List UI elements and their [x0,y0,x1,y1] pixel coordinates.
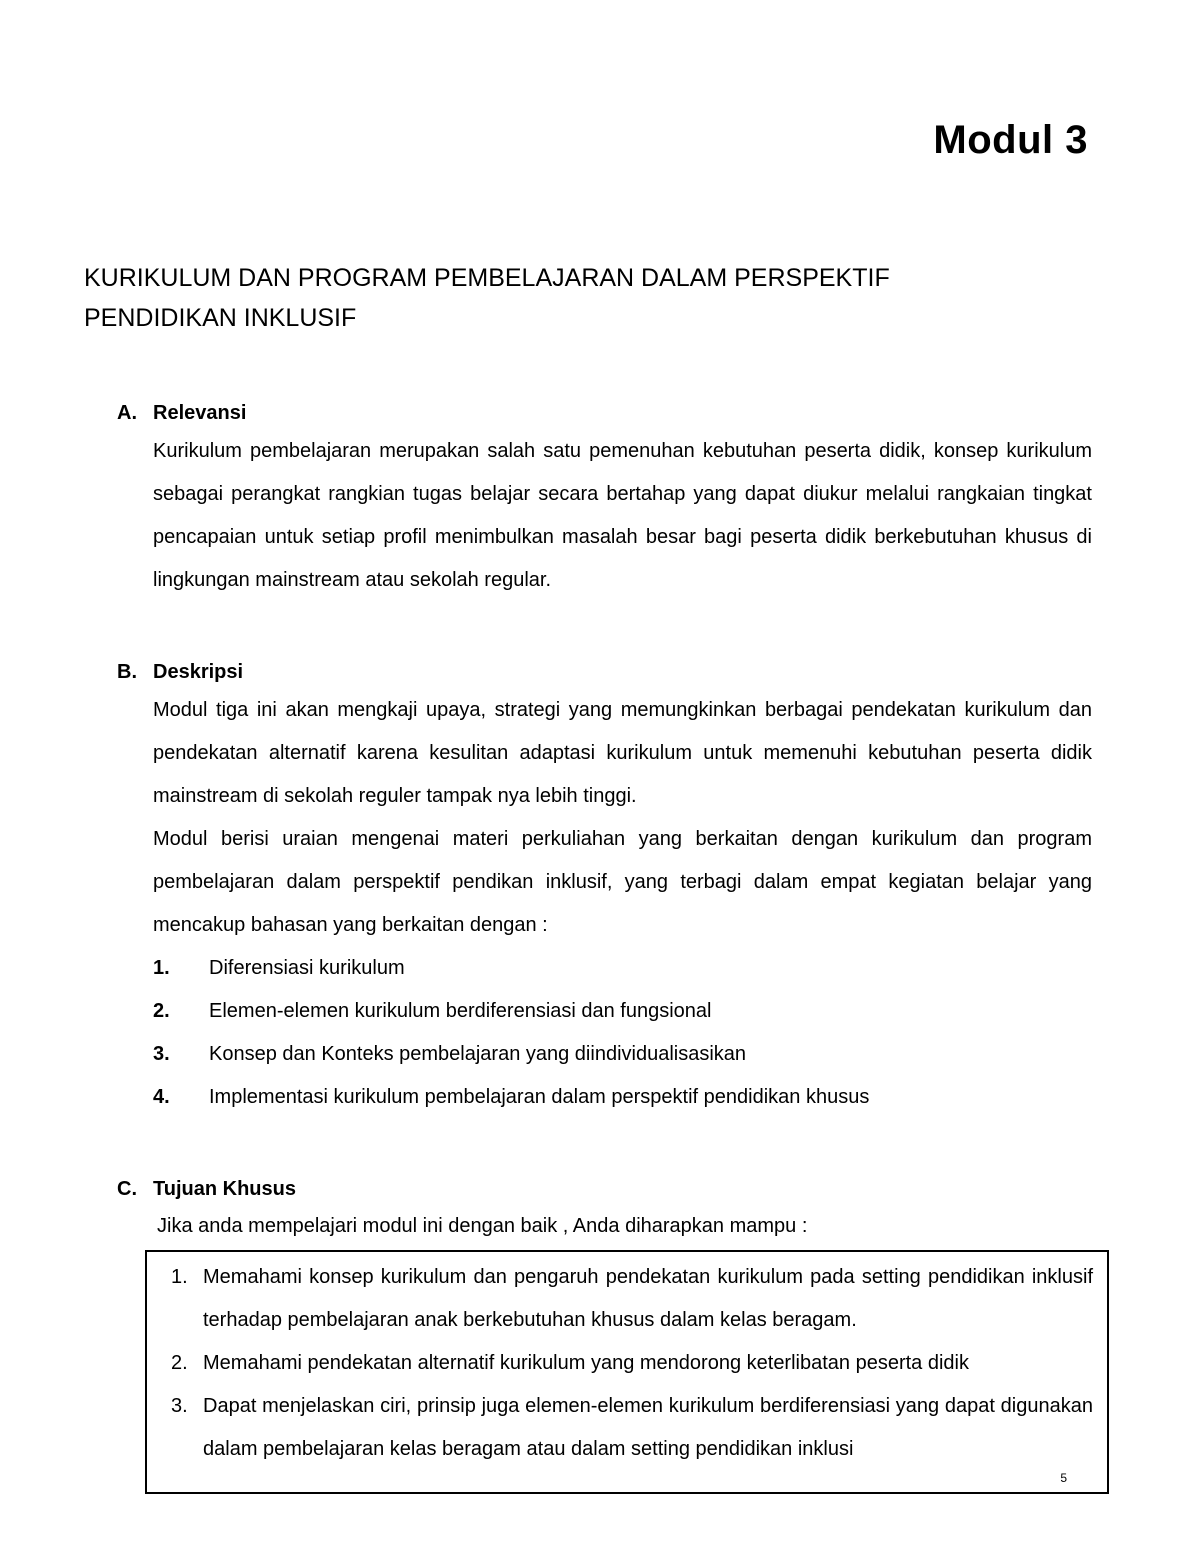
list-item [153,1076,1092,1119]
section-heading [117,655,1092,689]
goal-text: Memahami pendekatan alternatif kurikulum yang mendorong keterlibatan peserta didik [203,1352,969,1374]
goals-box [145,1250,1109,1494]
activity-list [153,947,1092,1119]
list-text: Konsep dan Konteks pembelajaran yang diindividualisasikan [209,1043,747,1065]
goal-item [171,1256,1093,1342]
tujuan-intro: Jika anda mempelajari modul ini dengan baik , Anda diharapkan mampu : [157,1215,808,1237]
section-letter: C. [117,1178,137,1200]
goal-number: 2. [171,1352,188,1374]
section-tujuan-khusus [117,1172,1092,1246]
list-item [153,947,1092,990]
goal-item [171,1385,1093,1471]
section-deskripsi [117,655,1092,1119]
list-text: Diferensiasi kurikulum [209,957,405,979]
goal-item [171,1342,1093,1385]
list-number: 3. [153,1043,170,1065]
goals-list [147,1252,1107,1471]
section-letter: A. [117,402,137,424]
section-heading-text: Deskripsi [153,661,244,683]
list-number: 4. [153,1086,170,1108]
title-line-2: PENDIDIKAN INKLUSIF [84,304,357,332]
section-heading [117,396,1092,430]
goal-text: Memahami konsep kurikulum dan pengaruh pendekatan kurikulum pada setting pendidikan inklusif terhadap pembelajaran anak berkebutuhan khusus dalam kelas beragam. [203,1266,1093,1331]
list-text: Implementasi kurikulum pembelajaran dalam perspektif pendidikan khusus [209,1086,870,1108]
module-label: Modul 3 [933,118,1088,162]
list-text: Elemen-elemen kurikulum berdiferensiasi dan fungsional [209,1000,712,1022]
list-item [153,1033,1092,1076]
page-number: 5 [1060,1471,1067,1485]
list-item [153,990,1092,1033]
list-number: 1. [153,957,170,979]
section-letter: B. [117,661,137,683]
section-relevansi [117,396,1092,602]
section-heading [117,1172,1092,1206]
deskripsi-paragraph-1: Modul tiga ini akan mengkaji upaya, strategi yang memungkinkan berbagai pendekatan kurikulum dan pendekatan alternatif karena kesulitan adaptasi kurikulum untuk memenuhi kebutuhan peserta didik mainstream di sekolah reguler tampak nya lebih tinggi. [153,699,1092,807]
deskripsi-paragraph-2: Modul berisi uraian mengenai materi perkuliahan yang berkaitan dengan kurikulum dan program pembelajaran dalam perspektif pendikan inklusif, yang terbagi dalam empat kegiatan belajar yang mencakup bahasan yang berkaitan dengan : [153,828,1092,936]
goal-number: 3. [171,1395,188,1417]
title-line-1: KURIKULUM DAN PROGRAM PEMBELAJARAN DALAM PERSPEKTIF [84,264,890,292]
goal-text: Dapat menjelaskan ciri, prinsip juga elemen-elemen kurikulum berdiferensiasi yang dapat digunakan dalam pembelajaran kelas beragam atau dalam setting pendidikan inklusi [203,1395,1093,1460]
relevansi-paragraph: Kurikulum pembelajaran merupakan salah satu pemenuhan kebutuhan peserta didik, konsep kurikulum sebagai perangkat rangkian tugas belajar secara bertahap yang dapat diukur melalui rangkaian tingkat pencapaian untuk setiap profil menimbulkan masalah besar bagi peserta didik berkebutuhan khusus di lingkungan mainstream atau sekolah regular. [153,440,1092,591]
section-heading-text: Relevansi [153,402,247,424]
page-title [84,258,1094,338]
section-heading-text: Tujuan Khusus [153,1178,296,1200]
list-number: 2. [153,1000,170,1022]
goal-number: 1. [171,1266,188,1288]
